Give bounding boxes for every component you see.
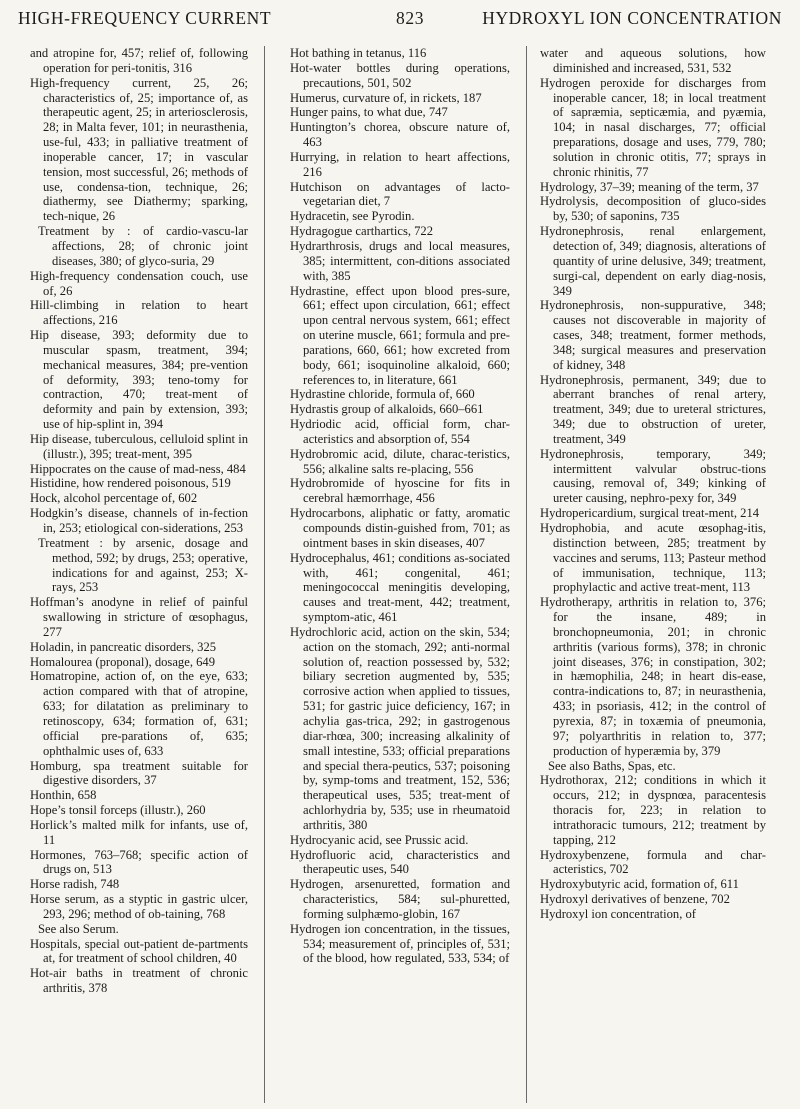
index-entry: Hydrastine, effect upon blood pres-sure, 661; effect upon circulation, 661; effect upon central nervous system, 661; effect on uterine muscle, 661; formula and pre-parations, 660, 661; how excreted from body, 661; isoquinoline alkaloid, 660; references to, in literature, 661 — [290, 283, 510, 387]
index-entry: Hoffman’s anodyne in relief of painful swallowing in stricture of œsophagus, 277 — [30, 595, 248, 639]
index-entry: Hydroxybutyric acid, formation of, 611 — [540, 877, 739, 892]
index-entry: Hunger pains, to what due, 747 — [290, 105, 448, 120]
index-entry: Hip disease, 393; deformity due to muscular spasm, treatment, 394; mechanical measures, 384; pre-vention of deformity, 393; teno-tomy for contraction, 470; treat-ment of deformity and pain by extension, 393; use of hip-splint in, 394 — [30, 328, 248, 432]
index-entry: Hydracetin, see Pyrodin. — [290, 209, 415, 224]
index-entry: Hydroxyl derivatives of benzene, 702 — [540, 892, 730, 907]
index-entry: Hydrolysis, decomposition of gluco-sides by, 530; of saponins, 735 — [540, 194, 766, 224]
index-entry: Hydrotherapy, arthritis in relation to, 376; for the insane, 489; in bronchopneumonia, 201; in chronic arthritis (various forms), 378; in chronic joint diseases, 376; in constipation, 302; in hæmophilia, 248; in heart dis-ease, contra-indications to, 87; in neurasthenia, 433; in psoriasis, 412; in the control of pyrexia, 87; in toxæmia of pneumonia, 97; polyarthritis in relation to, 377; production of hyperæmia by, 379 — [540, 595, 766, 758]
index-entry: Hippocrates on the cause of mad-ness, 484 — [30, 461, 246, 476]
column-rule — [526, 46, 527, 1103]
index-entry: Hydrobromic acid, dilute, charac-teristics, 556; alkaline salts re-placing, 556 — [290, 446, 510, 476]
index-entry: Hydriodic acid, official form, char-acteristics and absorption of, 554 — [290, 417, 510, 446]
index-entry: Homburg, spa treatment suitable for digestive disorders, 37 — [30, 758, 248, 788]
index-entry: Hot-water bottles during operations, precautions, 501, 502 — [290, 60, 510, 90]
index-entry: Homatropine, action of, on the eye, 633; action compared with that of atropine, 633; for dilatation as preliminary to retinoscopy, 634; formation of, 631; official pre-parations of, 635; ophthalmic uses of, 633 — [30, 669, 248, 758]
index-entry: Hydrocephalus, 461; conditions as-sociated with, 461; congenital, 461; meningococcal meningitis developing, causes and treat-ment, 442; treatment, symptom-atic, 461 — [290, 550, 510, 625]
index-column-1 — [30, 46, 248, 996]
index-entry: Hydronephrosis, temporary, 349; intermittent valvular obstruc-tions causing, removal of, 349; kinking of ureter causing, nephro-pexy for, 349 — [540, 446, 766, 506]
index-subentry: Treatment by : of cardio-vascu-lar affections, 28; of chronic joint diseases, 380; of glyco-suria, 29 — [38, 224, 248, 268]
index-entry: Hydrastis group of alkaloids, 660–661 — [290, 402, 484, 417]
index-entry: Hydrobromide of hyoscine for fits in cerebral hæmorrhage, 456 — [290, 476, 510, 506]
index-entry: Hydronephrosis, permanent, 349; due to aberrant branches of renal artery, treatment, 349; due to ureteral strictures, 349; due to obstruction of ureter, treatment, 349 — [540, 372, 766, 446]
index-subentry: Treatment : by arsenic, dosage and method, 592; by drugs, 253; operative, indications for and against, 253; X-rays, 253 — [38, 535, 248, 595]
column-rule — [264, 46, 265, 1103]
index-entry: Honthin, 658 — [30, 788, 97, 803]
index-entry: Hormones, 763–768; specific action of drugs on, 513 — [30, 847, 248, 877]
page-number: 823 — [396, 8, 425, 28]
index-entry: Hydronephrosis, renal enlargement, detection of, 349; diagnosis, alterations of quantity of urine delusive, 349; treatment, surgi-cal, dependent on early diag-nosis, 349 — [540, 224, 766, 298]
index-entry: Hydrochloric acid, action on the skin, 534; action on the stomach, 292; anti-normal solution of, reaction possessed by, 532; biliary secretion augmented by, 535; corrosive action when applied to tissues, 531; for gastric juice deficiency, 167; in achylia gas-trica, 292; in gastrogenous diar-rhœa, 300; increasing alkalinity of small intestine, 533; official preparations and special thera-peutics, 537; poisoning by, symp-toms and treatment, 152, 536; therapeutical uses, 535; treat-ment of achlorhydria by, 535; use in rheumatoid arthritis, 380 — [290, 624, 510, 832]
cross-reference: See also Baths, Spas, etc. — [548, 758, 676, 773]
index-entry: and atropine for, 457; relief of, following operation for peri-tonitis, 316 — [30, 46, 248, 75]
index-entry: High-frequency condensation couch, use of, 26 — [30, 268, 248, 298]
index-entry: Horse serum, as a styptic in gastric ulcer, 293, 296; method of ob-taining, 768 — [30, 892, 248, 921]
index-entry: Hurrying, in relation to heart affections, 216 — [290, 149, 510, 179]
index-column-3 — [540, 46, 766, 922]
index-entry: Hutchison on advantages of lacto-vegetarian diet, 7 — [290, 179, 510, 209]
index-entry: Huntington’s chorea, obscure nature of, 463 — [290, 120, 510, 150]
index-entry: Hydragogue carthartics, 722 — [290, 224, 434, 239]
running-header — [18, 8, 782, 34]
index-entry: Hydrogen ion concentration, in the tissues, 534; measurement of, principles of, 531; of the blood, how regulated, 533, 534; of — [290, 921, 510, 966]
index-entry: Hock, alcohol percentage of, 602 — [30, 491, 198, 506]
index-entry: water and aqueous solutions, how diminished and increased, 531, 532 — [540, 46, 766, 75]
index-entry: Horse radish, 748 — [30, 877, 120, 892]
index-entry: Hydrothorax, 212; conditions in which it occurs, 212; in dyspnœa, paracentesis thoracis for, 223; in relation to intrathoracic tumours, 212; treatment by tapping, 212 — [540, 773, 766, 847]
index-column-2 — [290, 46, 510, 966]
index-entry: Hydrofluoric acid, characteristics and therapeutic uses, 540 — [290, 847, 510, 877]
index-entry: Hydrastine chloride, formula of, 660 — [290, 387, 475, 402]
index-entry: Hot bathing in tetanus, 116 — [290, 46, 427, 60]
header-right: HYDROXYL ION CONCENTRATION — [482, 8, 782, 28]
index-entry: Histidine, how rendered poisonous, 519 — [30, 476, 231, 491]
index-entry: Hip disease, tuberculous, celluloid splint in (illustr.), 395; treat-ment, 395 — [30, 431, 248, 461]
index-entry: Hodgkin’s disease, channels of in-fection in, 253; etiological con-siderations, 253 — [30, 506, 248, 535]
index-entry: Hydronephrosis, non-suppurative, 348; causes not discoverable in majority of cases, 348; treatment, former methods, 348; surgical measures and preservation of kidney, 348 — [540, 298, 766, 372]
index-entry: Hydrogen, arsenuretted, formation and characteristics, 584; sul-phuretted, forming sulphæmo-globin, 167 — [290, 877, 510, 921]
index-entry: High-frequency current, 25, 26; characteristics of, 25; importance of, as therapeutic agent, 25; in arteriosclerosis, 28; in Malta fever, 101; in neurasthenia, use-ful, 433; in palliative treatment of inoperable cancer, 17; in vascular tension, most successful, 26; methods of use, condensa-tion, technique, 26; diathermy, see Diathermy; sparking, tech-nique, 26 — [30, 75, 248, 224]
index-entry: Hydroxybenzene, formula and char-acteristics, 702 — [540, 847, 766, 877]
index-entry: Humerus, curvature of, in rickets, 187 — [290, 90, 482, 105]
index-entry: Holadin, in pancreatic disorders, 325 — [30, 639, 217, 654]
index-entry: Hydrocarbons, aliphatic or fatty, aromatic compounds distin-guished from, 701; as ointment bases in skin diseases, 407 — [290, 506, 510, 550]
index-entry: Hydrocyanic acid, see Prussic acid. — [290, 832, 469, 847]
index-entry: Hydrarthrosis, drugs and local measures, 385; intermittent, con-ditions associated with, 385 — [290, 238, 510, 283]
index-entry: Hydrophobia, and acute œsophag-itis, distinction between, 285; treatment by vaccines and serums, 113; Pasteur method of immunisation, technique, 113; prophylactic and active treat-ment, 113 — [540, 521, 766, 595]
index-entry: Hospitals, special out-patient de-partments at, for treatment of school children, 40 — [30, 936, 248, 966]
index-entry: Horlick’s malted milk for infants, use of, 11 — [30, 817, 248, 847]
index-entry: Hydroxyl ion concentration, of — [540, 906, 696, 921]
index-entry: Hydrology, 37–39; meaning of the term, 37 — [540, 179, 759, 194]
index-entry: Homalourea (proponal), dosage, 649 — [30, 654, 216, 669]
index-entry: Hope’s tonsil forceps (illustr.), 260 — [30, 803, 206, 818]
index-entry: Hill-climbing in relation to heart affections, 216 — [30, 298, 248, 328]
header-left: HIGH-FREQUENCY CURRENT — [18, 8, 272, 28]
index-entry: Hydrogen peroxide for discharges from inoperable cancer, 18; in local treatment of sapræmia, septicæmia, and pyæmia, 104; in nasal discharges, 77; official preparations, dosage and uses, 779, 780; solution in chronic otitis, 77; sprays in chronic rhinitis, 77 — [540, 75, 766, 179]
index-entry: Hot-air baths in treatment of chronic arthritis, 378 — [30, 966, 248, 996]
cross-reference: See also Serum. — [38, 921, 119, 936]
index-entry: Hydropericardium, surgical treat-ment, 214 — [540, 506, 760, 521]
